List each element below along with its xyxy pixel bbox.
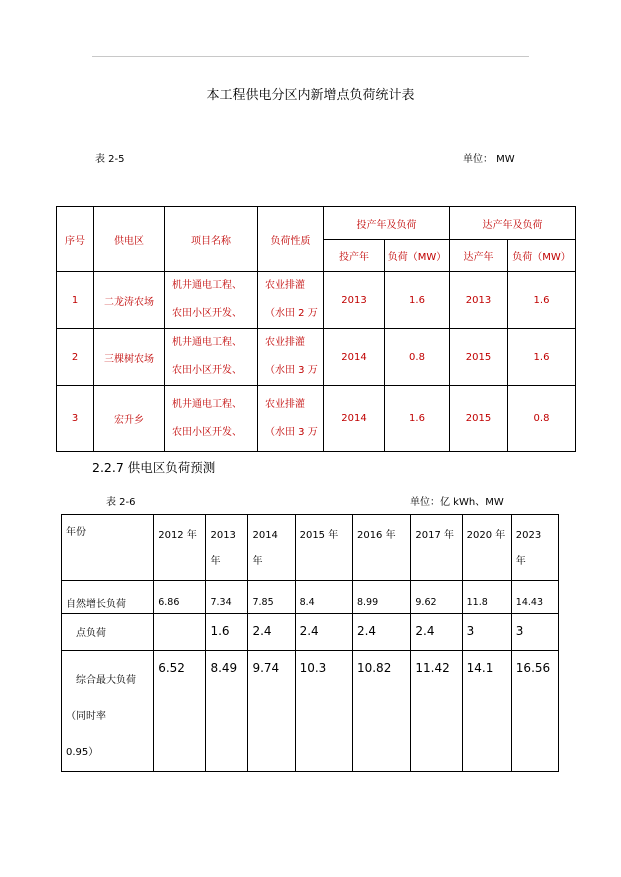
row-nature: 农业排灌 （水田 3 万 [258,386,324,452]
row-target-load: 0.8 [508,386,576,452]
year-cell: 2013 年 [206,515,248,581]
natural-value: 11.8 [462,581,511,614]
page-title: 本工程供电分区内新增点负荷统计表 [206,88,415,103]
header-nature: 负荷性质 [258,207,324,272]
natural-value: 8.99 [352,581,410,614]
table2-caption: 表 2-6 [106,497,136,508]
header-target-group: 达产年及负荷 [450,207,576,240]
year-cell: 2014 年 [248,515,295,581]
year-cell: 2015 年 [295,515,352,581]
row-project: 机井通电工程、 农田小区开发、 [165,272,258,329]
table1-unit: 单位： MW [463,154,515,165]
row-target-year: 2013 [450,272,508,329]
point-value: 3 [511,614,558,651]
header-target-year: 达产年 [450,240,508,272]
header-commission-year: 投产年 [324,240,385,272]
row-commission-load: 1.6 [385,386,450,452]
row-commission-year: 2014 [324,386,385,452]
point-value: 2.4 [352,614,410,651]
year-cell: 2012 年 [154,515,206,581]
max-load-value: 14.1 [462,651,511,772]
year-cell: 2023 年 [511,515,558,581]
header-area: 供电区 [94,207,165,272]
year-cell: 2020 年 [462,515,511,581]
natural-value: 7.34 [206,581,248,614]
point-value: 2.4 [295,614,352,651]
point-label: 点负荷 [62,614,154,651]
table-row [62,515,559,581]
table-row [57,329,576,386]
table-row [57,272,576,329]
point-load-table [56,206,576,452]
max-load-value: 11.42 [411,651,462,772]
row-project: 机井通电工程、 农田小区开发、 [165,386,258,452]
natural-value: 8.4 [295,581,352,614]
row-nature: 农业排灌 （水田 3 万 [258,329,324,386]
max-load-label: 综合最大负荷 （同时率 0.95） [62,651,154,772]
row-commission-year: 2013 [324,272,385,329]
point-value: 1.6 [206,614,248,651]
row-area: 宏升乡 [94,386,165,452]
row-target-year: 2015 [450,386,508,452]
header-project: 项目名称 [165,207,258,272]
header-commission-load: 负荷（MW） [385,240,450,272]
natural-value: 9.62 [411,581,462,614]
load-forecast-table [61,514,559,772]
row-commission-load: 1.6 [385,272,450,329]
table-row [62,614,559,651]
point-value: 2.4 [248,614,295,651]
table-row [57,386,576,452]
natural-label: 自然增长负荷 [62,581,154,614]
table-row [62,581,559,614]
point-value: 2.4 [411,614,462,651]
header-target-load: 负荷（MW） [508,240,576,272]
max-load-value: 9.74 [248,651,295,772]
max-load-value: 10.3 [295,651,352,772]
row-target-load: 1.6 [508,272,576,329]
table2-unit: 单位：亿 kWh、MW [410,497,504,508]
row-seq: 2 [57,329,94,386]
header-rule [92,56,529,57]
row-seq: 3 [57,386,94,452]
year-cell: 2017 年 [411,515,462,581]
row-target-load: 1.6 [508,329,576,386]
natural-value: 14.43 [511,581,558,614]
row-nature: 农业排灌 （水田 2 万 [258,272,324,329]
max-load-value: 10.82 [352,651,410,772]
header-commission-group: 投产年及负荷 [324,207,450,240]
max-load-value: 16.56 [511,651,558,772]
row-area: 二龙涛农场 [94,272,165,329]
max-load-value: 6.52 [154,651,206,772]
year-cell: 2016 年 [352,515,410,581]
point-value [154,614,206,651]
row-target-year: 2015 [450,329,508,386]
header-year-label: 年份 [62,515,154,581]
row-seq: 1 [57,272,94,329]
row-project: 机井通电工程、 农田小区开发、 [165,329,258,386]
row-commission-year: 2014 [324,329,385,386]
table-row [62,651,559,772]
point-value: 3 [462,614,511,651]
table1-caption: 表 2-5 [95,154,125,165]
max-load-value: 8.49 [206,651,248,772]
natural-value: 7.85 [248,581,295,614]
header-seq: 序号 [57,207,94,272]
row-commission-load: 0.8 [385,329,450,386]
natural-value: 6.86 [154,581,206,614]
section-heading: 2.2.7 供电区负荷预测 [92,460,216,475]
row-area: 三棵树农场 [94,329,165,386]
